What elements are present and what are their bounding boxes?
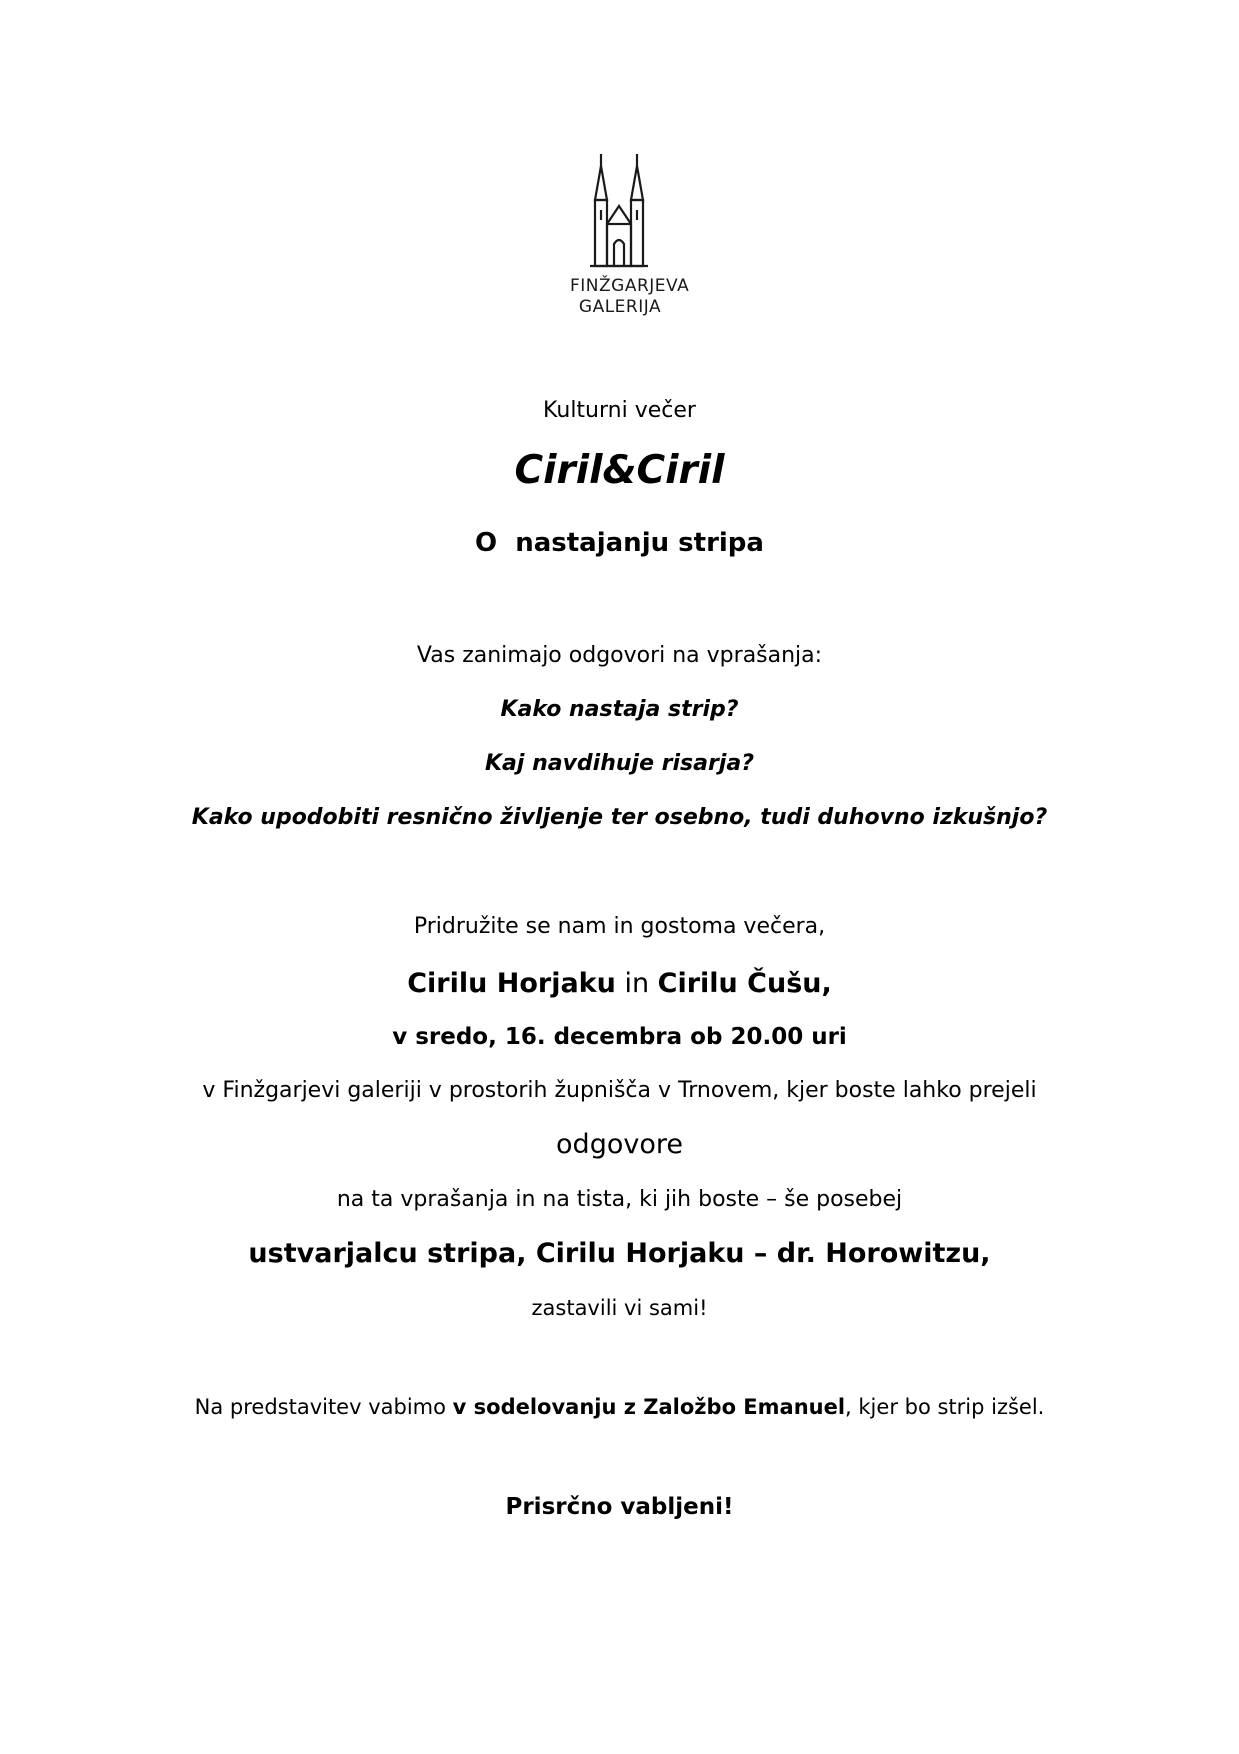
creator-end: , bbox=[980, 1238, 991, 1269]
partner-pre: Na predstavitev vabimo bbox=[194, 1395, 453, 1419]
partner-post: , kjer bo strip izšel. bbox=[845, 1395, 1045, 1419]
guests-line bbox=[0, 970, 1239, 997]
question-1: Kako nastaja strip? bbox=[500, 697, 739, 722]
join-text: Pridružite se nam in gostoma večera, bbox=[413, 914, 826, 939]
guest-1: Cirilu Horjaku bbox=[407, 968, 616, 999]
event-kicker: Kulturni večer bbox=[543, 398, 696, 423]
extra-questions: na ta vprašanja in na tista, ki jih boste – še posebej bbox=[336, 1187, 903, 1212]
partner-line bbox=[0, 1397, 1239, 1418]
yourselves-line: zastavili vi sami! bbox=[531, 1296, 708, 1320]
event-title: Ciril&Ciril bbox=[514, 448, 725, 493]
creator-line bbox=[0, 1240, 1239, 1267]
join-line bbox=[0, 916, 1239, 938]
gallery-logo bbox=[570, 148, 690, 320]
event-subtitle: O nastajanju stripa bbox=[475, 528, 764, 558]
guest-2: Cirilu Čušu bbox=[657, 968, 822, 999]
question-2: Kaj navdihuje risarja? bbox=[484, 751, 754, 776]
event-place: v Finžgarjevi galeriji v prostorih župnišča v Trnovem, kjer boste lahko prejeli bbox=[202, 1078, 1037, 1103]
guest-separator: in bbox=[615, 968, 658, 999]
answers-word: odgovore bbox=[556, 1129, 683, 1160]
logo-line-1: FINŽGARJEVA bbox=[570, 276, 690, 296]
guest-end: , bbox=[821, 968, 832, 999]
logo-line-2: GALERIJA bbox=[578, 297, 662, 317]
partner-name: v sodelovanju z Založbo Emanuel bbox=[452, 1395, 846, 1419]
questions-intro: Vas zanimajo odgovori na vprašanja: bbox=[416, 643, 823, 668]
church-towers-icon bbox=[570, 148, 670, 268]
creator-text: ustvarjalcu stripa, Cirilu Horjaku – dr. Horowitzu bbox=[248, 1238, 981, 1269]
question-3: Kako upodobiti resnično življenje ter osebno, tudi duhovno izkušnjo? bbox=[191, 805, 1048, 830]
closing-line: Prisrčno vabljeni! bbox=[505, 1494, 734, 1520]
event-datetime: v sredo, 16. decembra ob 20.00 uri bbox=[392, 1024, 847, 1050]
